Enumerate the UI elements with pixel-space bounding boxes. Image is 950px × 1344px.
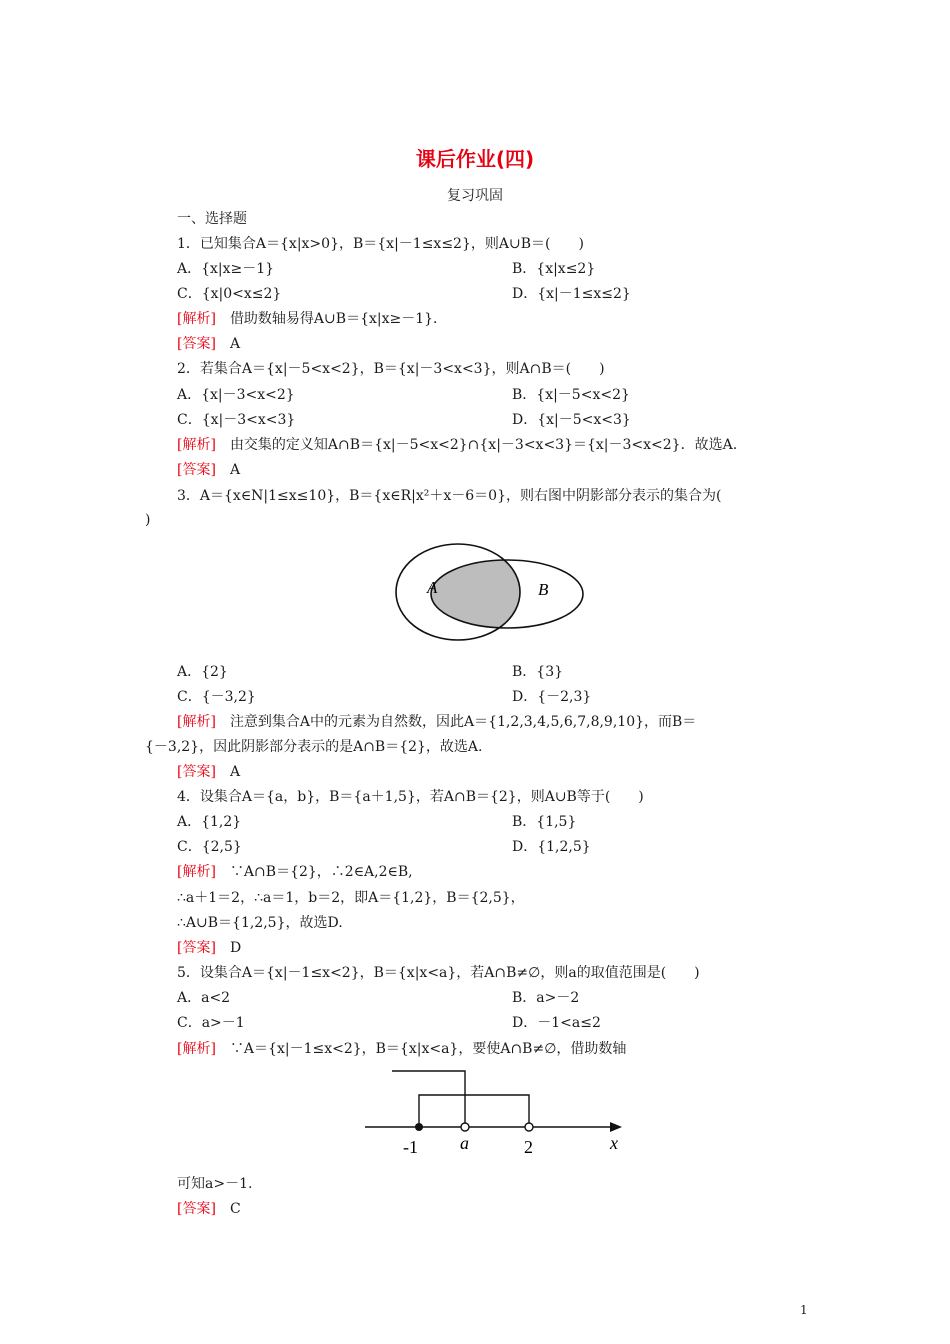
q3-option-c: C．{－3,2}	[177, 689, 256, 705]
q1-stem: 1．已知集合A＝{x|x>0}，B＝{x|－1≤x≤2}，则A∪B＝( )	[177, 236, 584, 252]
q5-option-b: B．a>－2	[512, 990, 580, 1006]
q2-answer-text: A	[229, 462, 241, 478]
q5-answer	[177, 1200, 241, 1218]
point-neg-one-closed	[415, 1123, 423, 1131]
analysis-tag: [解析]	[177, 311, 216, 327]
q1-answer-text: A	[229, 336, 241, 352]
q2-stem: 2．若集合A＝{x|－5<x<2}，B＝{x|－3<x<3}，则A∩B＝( )	[177, 361, 605, 377]
q4-analysis	[177, 863, 413, 881]
q3-stem: 3．A＝{x∈N|1≤x≤10}，B＝{x∈R|x²＋x－6＝0}，则右图中阴影部分表示的集合为(	[177, 488, 722, 504]
q3-option-d: D．{－2,3}	[512, 689, 592, 705]
q4-option-c: C．{2,5}	[177, 839, 242, 855]
q2-option-c: C．{x|－3<x<3}	[177, 412, 296, 428]
q3-stem-continued: )	[145, 512, 151, 528]
q1-option-a: A．{x|x≥－1}	[177, 261, 275, 277]
axis-arrow	[610, 1122, 622, 1132]
point-two-open	[525, 1123, 533, 1131]
answer-tag: [答案]	[177, 462, 216, 478]
q4-analysis-text: ∵A∩B＝{2}，∴2∈A,2∈B,	[229, 864, 413, 880]
q2-analysis	[177, 436, 737, 454]
label-x: x	[610, 1133, 618, 1153]
q4-option-a: A．{1,2}	[177, 814, 242, 830]
answer-tag: [答案]	[177, 336, 216, 352]
analysis-tag: [解析]	[177, 864, 216, 880]
number-line-diagram	[360, 1065, 630, 1160]
label-two: 2	[524, 1137, 533, 1157]
q3-option-a: A．{2}	[177, 664, 228, 680]
q3-analysis-text: 注意到集合A中的元素为自然数，因此A＝{1,2,3,4,5,6,7,8,9,10}，而B＝	[229, 714, 697, 730]
page-number: 1	[800, 1303, 808, 1317]
venn-diagram	[390, 540, 590, 650]
point-a-open	[461, 1123, 469, 1131]
q1-analysis	[177, 310, 447, 328]
q4-option-d: D．{1,2,5}	[512, 839, 591, 855]
page-title: 课后作业(四)	[415, 147, 535, 171]
q3-analysis-continued: {－3,2}，因此阴影部分表示的是A∩B＝{2}，故选A.	[145, 739, 483, 755]
q4-stem: 4．设集合A＝{a，b}，B＝{a＋1,5}，若A∩B＝{2}，则A∪B等于( )	[177, 789, 644, 805]
q2-option-d: D．{x|－5<x<3}	[512, 412, 631, 428]
venn-label-a: A	[427, 578, 438, 597]
answer-tag: [答案]	[177, 1201, 216, 1217]
q1-option-d: D．{x|－1≤x≤2}	[512, 286, 631, 302]
set-b-bracket	[392, 1071, 465, 1123]
q4-answer	[177, 939, 241, 957]
q2-answer	[177, 461, 240, 479]
q5-stem: 5．设集合A＝{x|－1≤x<2}，B＝{x|x<a}，若A∩B≠∅，则a的取值范围是( )	[177, 965, 700, 981]
q5-conclusion: 可知a>－1.	[177, 1176, 253, 1192]
q5-analysis-text: ∵A＝{x|－1≤x<2}，B＝{x|x<a}，要使A∩B≠∅，借助数轴	[229, 1041, 627, 1057]
q2-analysis-text: 由交集的定义知A∩B＝{x|－5<x<2}∩{x|－3<x<3}＝{x|－3<x<2}．故选A.	[229, 437, 738, 453]
q1-analysis-text: 借助数轴易得A∪B＝{x|x≥－1}．	[229, 311, 448, 327]
set-a-bracket	[419, 1095, 529, 1123]
q2-option-b: B．{x|－5<x<2}	[512, 387, 630, 403]
q1-answer	[177, 335, 240, 353]
analysis-tag: [解析]	[177, 714, 216, 730]
q5-option-a: A．a<2	[177, 990, 231, 1006]
q4-option-b: B．{1,5}	[512, 814, 577, 830]
q5-option-c: C．a>－1	[177, 1015, 245, 1031]
q5-analysis	[177, 1040, 626, 1058]
page-subtitle: 复习巩固	[447, 188, 503, 204]
q3-answer	[177, 763, 240, 781]
q3-option-b: B．{3}	[512, 664, 564, 680]
q1-option-b: B．{x|x≤2}	[512, 261, 596, 277]
q4-analysis-line3: ∴A∪B＝{1,2,5}，故选D.	[177, 915, 343, 931]
analysis-tag: [解析]	[177, 437, 216, 453]
q5-option-d: D．－1<a≤2	[512, 1015, 601, 1031]
answer-tag: [答案]	[177, 764, 216, 780]
q5-answer-text: C	[229, 1201, 241, 1217]
venn-label-b: B	[538, 580, 549, 599]
q3-answer-text: A	[229, 764, 241, 780]
q3-analysis	[177, 713, 696, 731]
label-a: a	[460, 1133, 469, 1153]
q1-option-c: C．{x|0<x≤2}	[177, 286, 282, 302]
answer-tag: [答案]	[177, 940, 216, 956]
q4-answer-text: D	[229, 940, 242, 956]
q4-analysis-line2: ∴a＋1＝2，∴a＝1，b＝2，即A＝{1,2}，B＝{2,5}，	[177, 890, 525, 906]
label-neg-one: -1	[403, 1137, 418, 1157]
q2-option-a: A．{x|－3<x<2}	[177, 387, 295, 403]
analysis-tag: [解析]	[177, 1041, 216, 1057]
section-heading: 一、选择题	[177, 211, 247, 227]
